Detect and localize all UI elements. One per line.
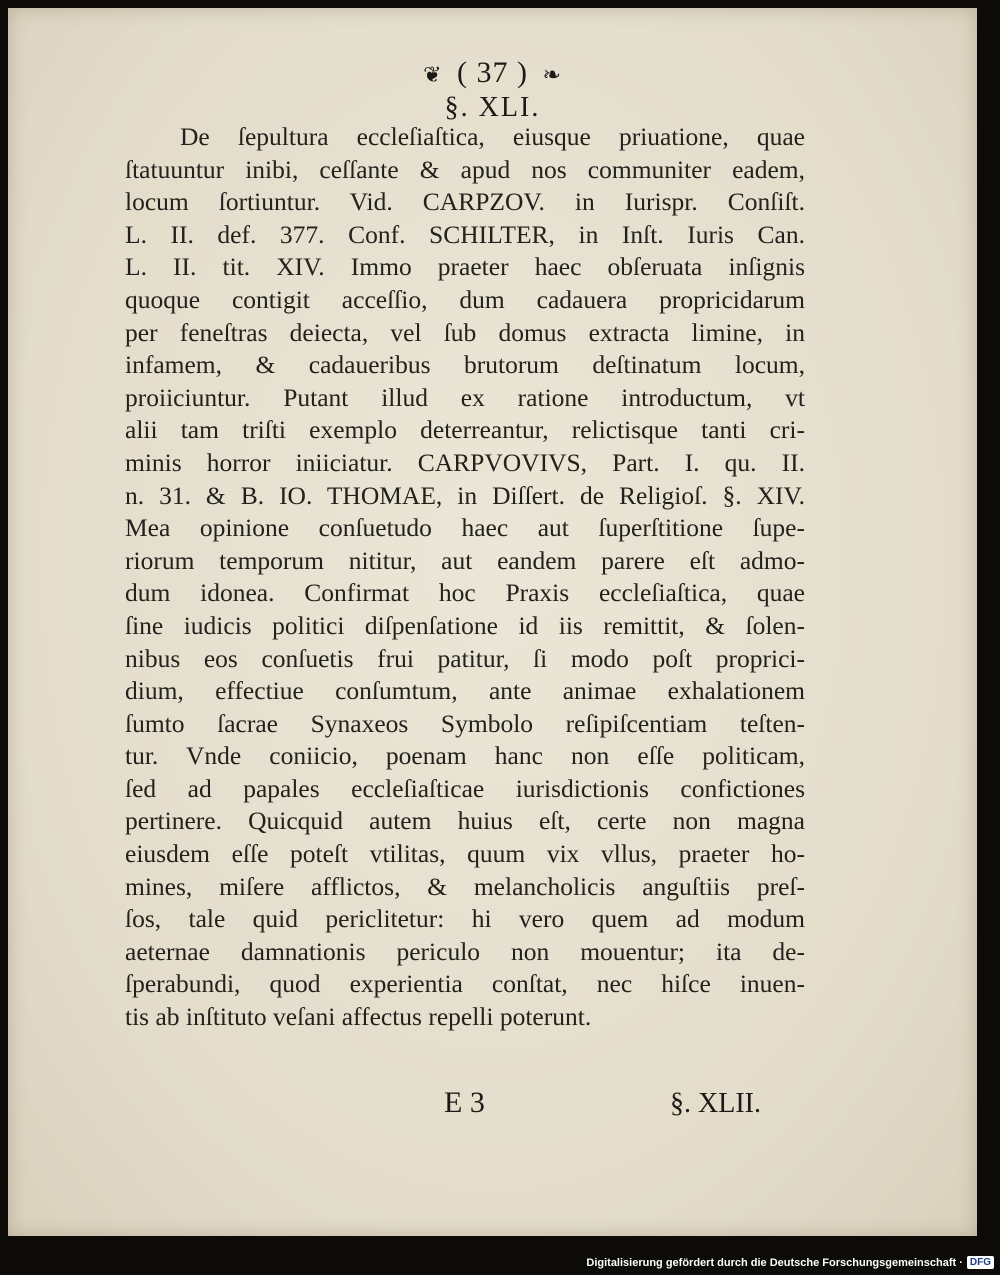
catchword: §. XLII. xyxy=(670,1088,761,1119)
text-line: nibus eos conſuetis frui patitur, ſi modo poſt proprici- xyxy=(125,643,805,673)
text-line: quoque contigit acceſſio, dum cadauera propricidarum xyxy=(125,284,805,314)
text-line: ſed ad papales eccleſiaſticae iurisdictionis confictiones xyxy=(125,773,805,803)
text-line: minis horror iniiciatur. CARPVOVIVS, Part. I. qu. II. xyxy=(125,447,805,477)
text-line: mines, miſere afflictos, & melancholicis anguſtiis preſ- xyxy=(125,871,805,901)
text-line: alii tam triſti exemplo deterreantur, relictisque tanti cri- xyxy=(125,415,805,445)
text-line: infamem, & cadaueribus brutorum deſtinatum locum, xyxy=(125,350,805,380)
page-header xyxy=(8,56,977,90)
text-line: tis ab inſtituto veſani affectus repelli poterunt. xyxy=(125,1002,592,1032)
page-number: ( 37 ) xyxy=(457,56,528,89)
text-line: ſperabundi, quod experientia conſtat, nec hiſce inuen- xyxy=(125,969,805,999)
text-line: proiiciuntur. Putant illud ex ratione introductum, vt xyxy=(125,382,805,412)
ornament-right-icon: ❧ xyxy=(542,62,562,87)
body-text xyxy=(125,121,805,1034)
text-line: per feneſtras deiecta, vel ſub domus extracta limine, in xyxy=(125,317,805,347)
text-line: eiusdem eſſe poteſt vtilitas, quum vix vllus, praeter ho- xyxy=(125,839,805,869)
digitization-credit xyxy=(586,1256,994,1269)
text-line: riorum temporum nititur, aut eandem parere eſt admo- xyxy=(125,545,805,575)
text-line: L. II. tit. XIV. Immo praeter haec obſeruata inſignis xyxy=(125,252,805,282)
text-line: L. II. def. 377. Conf. SCHILTER, in Inſt. Iuris Can. xyxy=(125,219,805,249)
text-line: aeternae damnationis periculo non mouentur; ita de- xyxy=(125,936,805,966)
dfg-logo-icon: DFG xyxy=(967,1256,994,1269)
text-line: dium, effectiue conſumtum, ante animae exhalationem xyxy=(125,676,805,706)
text-line: ſos, tale quid periclitetur: hi vero quem ad modum xyxy=(125,904,805,934)
text-line: ſtatuuntur inibi, ceſſante & apud nos communiter eadem, xyxy=(125,154,805,184)
text-line: ſine iudicis politici diſpenſatione id iis remittit, & ſolen- xyxy=(125,610,805,640)
section-title: §. XLI. xyxy=(444,92,541,123)
text-line: Mea opinione conſuetudo haec aut ſuperſtitione ſupe- xyxy=(125,513,805,543)
signature-mark: E 3 xyxy=(444,1086,485,1119)
text-line: De ſepultura eccleſiaſtica, eiusque priuatione, quae xyxy=(180,122,805,151)
text-line: pertinere. Quicquid autem huius eſt, certe non magna xyxy=(125,806,805,836)
text-line: tur. Vnde coniicio, poenam hanc non eſſe politicam, xyxy=(125,741,805,771)
credit-text: Digitalisierung gefördert durch die Deutsche Forschungsgemeinschaft · xyxy=(586,1256,963,1269)
text-line: n. 31. & B. IO. THOMAE, in Diſſert. de Religioſ. §. XIV. xyxy=(125,480,805,510)
text-line: ſumto ſacrae Synaxeos Symbolo reſipiſcentiam teſten- xyxy=(125,708,805,738)
text-line: locum ſortiuntur. Vid. CARPZOV. in Iurispr. Conſiſt. xyxy=(125,187,805,217)
scanned-page xyxy=(8,8,977,1236)
text-line: dum idonea. Confirmat hoc Praxis eccleſiaſtica, quae xyxy=(125,578,805,608)
ornament-left-icon: ❦ xyxy=(423,62,443,87)
